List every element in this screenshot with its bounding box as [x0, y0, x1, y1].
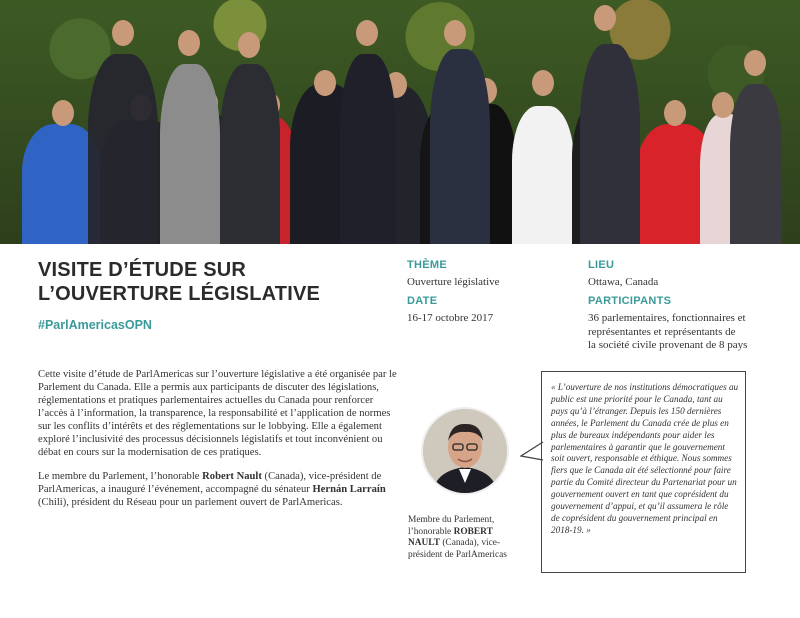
- quote-box: « L’ouverture de nos institutions démocratiques au public est une priorité pour le Canada, tant au pays qu’à l’étranger. Depuis les 150 dernières années, le Parlement du Canada crée de plus en plus de bureaux indépendants pour aider les parlementaires à garantir que le gouvernement soit ouvert, responsable et éthique. Nous sommes fiers que le Canada ait été sélectionné pour faire partie du Comité directeur du Partenariat pour un gouvernement ouvert en tant que coprésident du gouvernement d’appui, et qu’il assumera le rôle de coprésident du gouvernement principal en 2018-19. »: [541, 371, 746, 573]
- caption-text-a: Membre du Parlement, l’honorable: [408, 515, 495, 537]
- portrait-caption: [408, 515, 524, 561]
- hashtag: #ParlAmericasOPN: [38, 318, 152, 332]
- participants-line-3: la société civile provenant de 8 pays: [588, 339, 748, 351]
- paragraph-2: [38, 470, 404, 509]
- para2-text-a: Le membre du Parlement, l’honorable: [38, 471, 203, 482]
- caption-name: ROBERT NAULT: [408, 526, 493, 549]
- caption-text-c: (Canada), vice-président de ParlAmericas: [408, 538, 507, 560]
- theme-value: Ouverture législative: [407, 276, 500, 288]
- para2-name-larrain: Hernán Larraín: [312, 484, 386, 495]
- theme-label: THÈME: [407, 259, 447, 271]
- group-photo: [0, 0, 800, 244]
- participants-line-1: 36 parlementaires, fonctionnaires et: [588, 312, 746, 324]
- title-line-1: VISITE D’ÉTUDE SUR: [38, 259, 247, 281]
- date-value: 16-17 octobre 2017: [407, 312, 494, 324]
- lieu-label: LIEU: [588, 259, 615, 271]
- participants-value: [588, 312, 788, 353]
- portrait-robert-nault: [421, 407, 509, 495]
- para2-name-nault: Robert Nault: [202, 471, 262, 482]
- body-text: [38, 368, 404, 520]
- paragraph-1: Cette visite d’étude de ParlAmericas sur l’ouverture législative a été organisée par le Parlement du Canada. Elle a permis aux participants de discuter des législations, réglementations et pratiques parlementaires actuelles du Canada pour renforcer l’accès à l’information, la transparence, la responsabilité et l’application de normes sur les conflits d’intérêts et des réglementations sur le lobbying. Elle a également exploré l’inclusivité des processus décisionnels législatifs et tout inconvénient ou débat en cours sur la modernisation de ces pratiques.: [38, 369, 397, 458]
- page-title: [38, 258, 320, 306]
- participants-line-2: représentantes et représentants de: [588, 325, 736, 338]
- title-line-2: L’OUVERTURE LÉGISLATIVE: [38, 283, 321, 305]
- para2-text-c: (Canada), vice-président de ParlAmericas, a inauguré l’événement, accompagné du sénateur: [38, 471, 382, 495]
- date-label: DATE: [407, 295, 438, 307]
- lieu-value: Ottawa, Canada: [588, 276, 659, 288]
- para2-text-e: (Chili), président du Réseau pour un parlement ouvert de ParlAmericas.: [38, 497, 343, 508]
- participants-label: PARTICIPANTS: [588, 295, 672, 307]
